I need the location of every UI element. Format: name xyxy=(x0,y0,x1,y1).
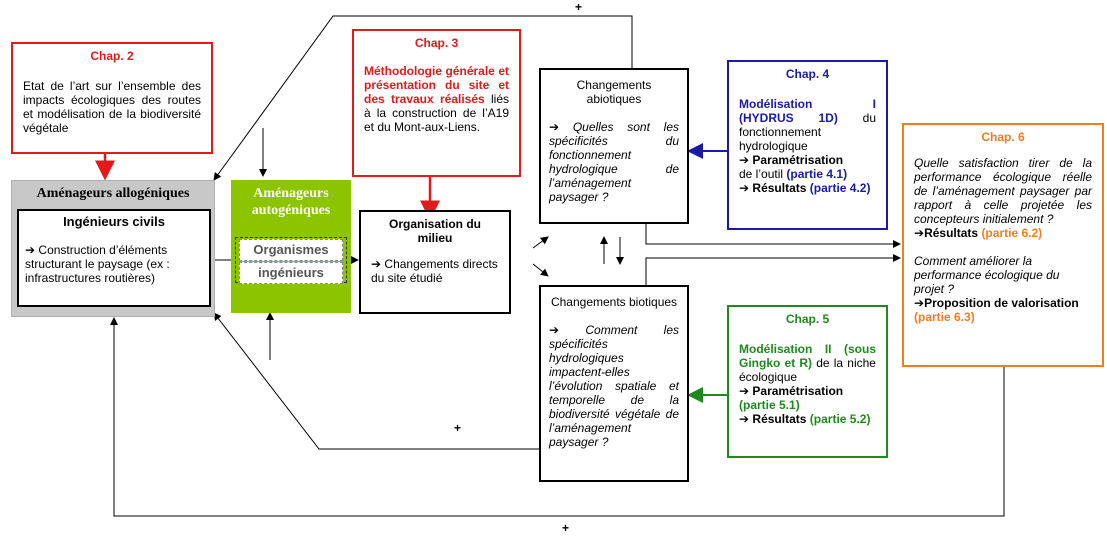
chap6-question-2: Comment améliorer la performance écologique du projet ? xyxy=(914,254,1060,296)
chap2-title: Chap. 2 xyxy=(90,49,134,63)
engineer-organisms-line-2: ingénieurs xyxy=(239,262,343,284)
abiotic-question: Quelles sont les spécificités du fonctionnement hydrologique de l’aménagement paysager ? xyxy=(549,120,679,204)
plus-sign-top: + xyxy=(575,0,583,14)
abiotic-changes-box xyxy=(539,68,689,224)
org-to-bio-arrow xyxy=(533,264,548,276)
chap4-res-part: (partie 4.2) xyxy=(809,181,871,195)
chap5-box xyxy=(727,305,888,458)
chap4-param-text: de l’outil xyxy=(739,167,784,181)
chap6-question-1: Quelle satisfaction tirer de la performance écologique réelle de l’aménagement paysager par rapport à celle projetée les concepteurs initialement ? xyxy=(914,156,1092,226)
bio-to-chap6-arrow xyxy=(646,258,900,285)
organisation-text: Changements directs du site étudié xyxy=(371,257,498,285)
chap6-title: Chap. 6 xyxy=(981,130,1025,144)
chap6-prop-part: (partie 6.3) xyxy=(914,310,975,324)
chap2-box xyxy=(11,42,213,154)
chap3-box xyxy=(352,29,521,177)
chap6-prop-label: Proposition de valorisation xyxy=(924,296,1079,310)
plus-sign-middle: + xyxy=(454,421,462,435)
plus-sign-bottom: + xyxy=(562,521,570,535)
biotic-changes-box xyxy=(539,285,689,482)
arrow-icon: ➔ xyxy=(739,153,750,167)
chap3-title: Chap. 3 xyxy=(414,36,459,50)
civil-engineers-box xyxy=(17,209,211,307)
environment-organisation-box xyxy=(359,210,511,314)
arrow-icon: ➔ xyxy=(739,384,750,398)
arrow-icon: ➔ xyxy=(549,323,560,337)
chap5-title: Chap. 5 xyxy=(785,312,830,326)
chap4-model-text: du fonctionnement hydrologique xyxy=(739,111,876,153)
arrow-icon: ➔ xyxy=(914,296,925,310)
chap4-model-bold: Modélisation I (HYDRUS 1D) xyxy=(739,97,876,125)
engineer-organisms-box xyxy=(235,237,347,283)
chap2-text: Etat de l’art sur l’ensemble des impacts écologiques des routes et modélisation de la biodiversité végétale xyxy=(23,79,201,135)
arrow-icon: ➔ xyxy=(25,243,36,257)
chap4-param-label: Paramétrisation xyxy=(752,153,844,167)
chap4-box xyxy=(727,60,888,230)
chap4-param-part: (partie 4.1) xyxy=(786,167,848,181)
org-to-abio-arrow xyxy=(533,237,548,248)
chap3-bold-text: Méthodologie générale et présentation du site et des travaux réalisés xyxy=(364,64,509,106)
arrow-icon: ➔ xyxy=(914,226,925,240)
chap5-res-label: Résultats xyxy=(752,412,807,426)
arrow-icon: ➔ xyxy=(739,181,750,195)
organisation-title: Organisation du milieu xyxy=(388,217,481,245)
chap5-res-part: (partie 5.2) xyxy=(809,412,871,426)
allogenic-title: Aménageurs allogéniques xyxy=(36,186,190,201)
chap3-text: liés à la construction de l’A19 et du Mont-aux-Liens. xyxy=(364,92,509,134)
chap5-param-part: (partie 5.1) xyxy=(739,398,800,412)
civil-engineers-title: Ingénieurs civils xyxy=(63,214,165,229)
biotic-title: Changements biotiques xyxy=(550,295,678,309)
civil-engineers-text: Construction d’éléments structurant le paysage (ex : infrastructures routières) xyxy=(25,243,170,285)
arrow-icon: ➔ xyxy=(739,412,750,426)
chap5-model-text: de la niche écologique xyxy=(739,356,876,384)
chap4-title: Chap. 4 xyxy=(785,67,830,81)
chap6-res-label: Résultats xyxy=(924,226,979,240)
chap5-param-label: Paramétrisation xyxy=(752,384,844,398)
feedback-middle-line xyxy=(214,313,539,449)
chap6-box xyxy=(902,123,1104,367)
abiotic-title: Changements abiotiques xyxy=(576,78,652,106)
autogenic-developers-box xyxy=(231,180,351,313)
allogenic-developers-box xyxy=(11,180,215,317)
chap4-res-label: Résultats xyxy=(752,181,807,195)
arrow-icon: ➔ xyxy=(549,120,560,134)
chap5-model-bold: Modélisation II (sous Gingko et R) xyxy=(739,342,876,370)
engineer-organisms-line-1: Organismes xyxy=(239,239,343,261)
arrow-icon: ➔ xyxy=(371,257,382,271)
biotic-question: Comment les spécificités hydrologiques impactent-elles l’évolution spatiale et temporelle de la biodiversité végétale de l’aménagement paysager ? xyxy=(549,323,679,449)
autogenic-title: Aménageurs autogéniques xyxy=(251,186,331,218)
chap6-res-part: (partie 6.2) xyxy=(981,226,1043,240)
